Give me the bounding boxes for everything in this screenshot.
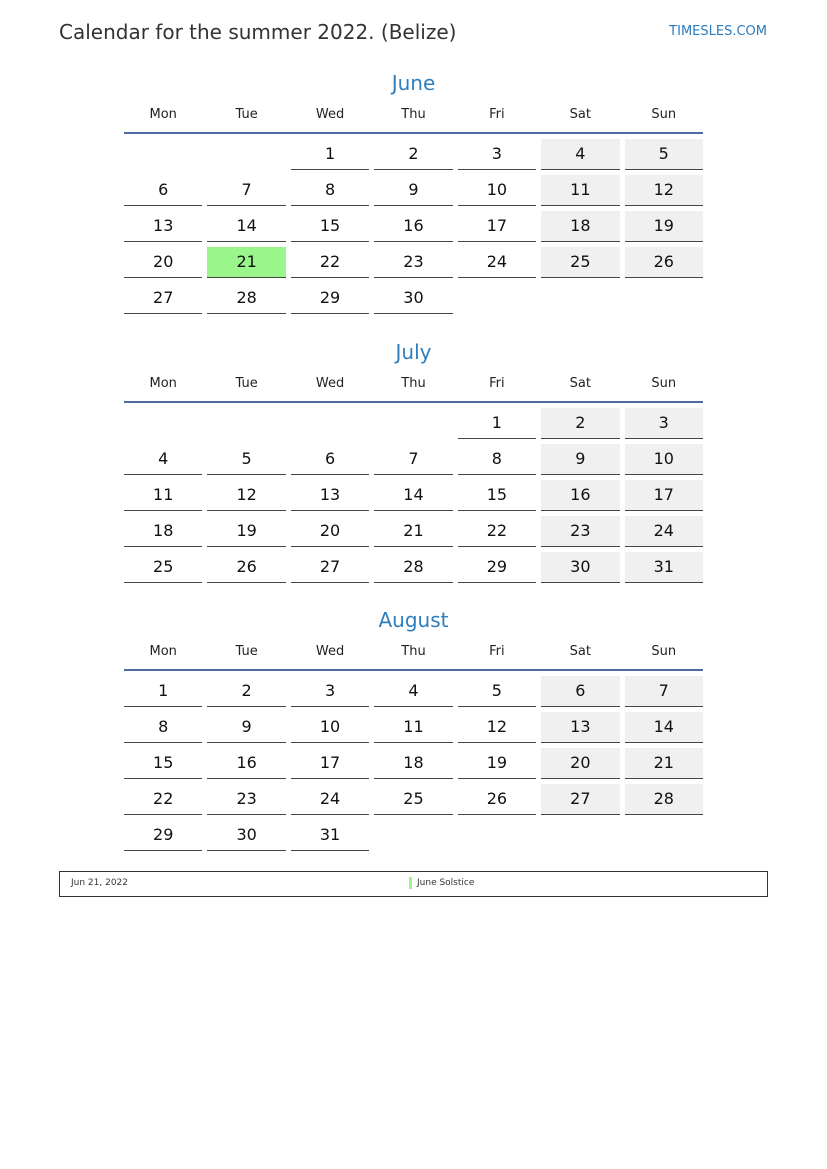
day-cell[interactable]: 16 [207,748,285,779]
day-cell[interactable]: 23 [541,516,619,547]
holiday-legend [59,871,768,897]
day-cell[interactable]: 9 [374,175,452,206]
day-cell[interactable]: 1 [291,139,369,170]
weekday-header-row [124,369,703,398]
day-cell[interactable]: 12 [625,175,703,206]
day-cell[interactable]: 9 [541,444,619,475]
day-cell[interactable]: 10 [291,712,369,743]
day-cell[interactable]: 25 [541,247,619,278]
day-cell[interactable]: 8 [458,444,536,475]
empty-day-cell [124,139,202,170]
day-cell[interactable]: 5 [207,444,285,475]
week-row [124,175,703,211]
page-title: Calendar for the summer 2022. (Belize) [59,20,457,44]
day-cell[interactable]: 14 [625,712,703,743]
day-cell[interactable]: 27 [291,552,369,583]
day-cell[interactable]: 9 [207,712,285,743]
day-cell[interactable]: 20 [541,748,619,779]
day-cell[interactable]: 27 [124,283,202,314]
day-cell[interactable]: 11 [541,175,619,206]
week-row [124,676,703,712]
month-july [124,337,703,588]
weekday-label: Tue [235,376,258,391]
month-title: June [391,71,436,95]
week-row [124,748,703,784]
weeks-grid [124,139,703,319]
day-cell[interactable]: 21 [625,748,703,779]
day-cell[interactable]: 14 [207,211,285,242]
day-cell[interactable]: 11 [124,480,202,511]
month-title: August [378,608,449,632]
empty-day-cell [541,820,619,851]
day-cell[interactable]: 4 [541,139,619,170]
day-cell[interactable]: 12 [207,480,285,511]
empty-day-cell [207,139,285,170]
week-row [124,552,703,588]
day-cell[interactable]: 19 [625,211,703,242]
weekday-label: Tue [235,107,258,122]
month-august [124,605,703,856]
day-cell[interactable]: 31 [291,820,369,851]
day-cell[interactable]: 28 [374,552,452,583]
weeks-grid [124,676,703,856]
day-cell[interactable]: 4 [124,444,202,475]
day-cell[interactable]: 12 [458,712,536,743]
day-cell[interactable]: 22 [124,784,202,815]
weekday-label: Wed [315,107,345,122]
day-cell[interactable]: 17 [458,211,536,242]
day-cell[interactable]: 7 [625,676,703,707]
day-cell[interactable]: 15 [291,211,369,242]
empty-day-cell [625,820,703,851]
day-cell[interactable]: 16 [541,480,619,511]
day-cell[interactable]: 21 [374,516,452,547]
header-divider [124,401,703,403]
weekday-label: Sat [569,107,591,122]
empty-day-cell [207,408,285,439]
day-cell[interactable]: 14 [374,480,452,511]
site-link[interactable]: TIMESLES.COM [669,24,767,39]
weekday-label: Wed [315,644,345,659]
weekday-label: Wed [315,376,345,391]
week-row [124,516,703,552]
weekday-label: Fri [489,376,505,391]
holiday-day-cell[interactable]: 21 [207,247,285,278]
day-cell[interactable]: 7 [374,444,452,475]
day-cell[interactable]: 16 [374,211,452,242]
day-cell[interactable]: 24 [458,247,536,278]
weekday-label: Sat [569,376,591,391]
week-row [124,712,703,748]
weekday-header-row [124,100,703,129]
week-row [124,444,703,480]
week-row [124,211,703,247]
day-cell[interactable]: 19 [207,516,285,547]
day-cell[interactable]: 24 [291,784,369,815]
day-cell[interactable]: 30 [207,820,285,851]
day-cell[interactable]: 15 [458,480,536,511]
day-cell[interactable]: 18 [374,748,452,779]
weekday-label: Mon [149,376,177,391]
day-cell[interactable]: 10 [625,444,703,475]
day-cell[interactable]: 3 [458,139,536,170]
day-cell[interactable]: 3 [291,676,369,707]
day-cell[interactable]: 29 [458,552,536,583]
weekday-label: Thu [401,376,426,391]
month-june [124,68,703,319]
weekday-label: Sun [651,107,677,122]
day-cell[interactable]: 18 [541,211,619,242]
day-cell[interactable]: 23 [374,247,452,278]
weekday-label: Sat [569,644,591,659]
day-cell[interactable]: 19 [458,748,536,779]
header-divider [124,132,703,134]
day-cell[interactable]: 6 [291,444,369,475]
weekday-label: Mon [149,107,177,122]
empty-day-cell [458,283,536,314]
weekday-label: Sun [651,376,677,391]
day-cell[interactable]: 15 [124,748,202,779]
day-cell[interactable]: 20 [124,247,202,278]
day-cell[interactable]: 11 [374,712,452,743]
day-cell[interactable]: 2 [541,408,619,439]
week-row [124,283,703,319]
day-cell[interactable]: 25 [124,552,202,583]
day-cell[interactable]: 27 [541,784,619,815]
day-cell[interactable]: 1 [124,676,202,707]
day-cell[interactable]: 17 [625,480,703,511]
weeks-grid [124,408,703,588]
day-cell[interactable]: 22 [458,516,536,547]
day-cell[interactable]: 26 [458,784,536,815]
day-cell[interactable]: 6 [124,175,202,206]
weekday-label: Tue [235,644,258,659]
weekday-label: Thu [401,107,426,122]
day-cell[interactable]: 23 [207,784,285,815]
day-cell[interactable]: 31 [625,552,703,583]
day-cell[interactable]: 1 [458,408,536,439]
day-cell[interactable]: 24 [625,516,703,547]
day-cell[interactable]: 5 [458,676,536,707]
week-row [124,820,703,856]
day-cell[interactable]: 3 [625,408,703,439]
week-row [124,784,703,820]
holiday-color-marker [409,877,412,889]
week-row [124,247,703,283]
day-cell[interactable]: 4 [374,676,452,707]
empty-day-cell [374,820,452,851]
empty-day-cell [374,408,452,439]
day-cell[interactable]: 8 [124,712,202,743]
day-cell[interactable]: 28 [625,784,703,815]
day-cell[interactable]: 2 [207,676,285,707]
day-cell[interactable]: 26 [207,552,285,583]
day-cell[interactable]: 2 [374,139,452,170]
week-row [124,480,703,516]
week-row [124,139,703,175]
legend-holiday-name: June Solstice [417,878,475,888]
day-cell[interactable]: 26 [625,247,703,278]
day-cell[interactable]: 13 [541,712,619,743]
empty-day-cell [291,408,369,439]
day-cell[interactable]: 29 [291,283,369,314]
weekday-label: Thu [401,644,426,659]
day-cell[interactable]: 13 [291,480,369,511]
day-cell[interactable]: 29 [124,820,202,851]
empty-day-cell [458,820,536,851]
header-divider [124,669,703,671]
day-cell[interactable]: 20 [291,516,369,547]
weekday-label: Sun [651,644,677,659]
weekday-header-row [124,637,703,666]
weekday-label: Mon [149,644,177,659]
day-cell[interactable]: 17 [291,748,369,779]
day-cell[interactable]: 30 [541,552,619,583]
day-cell[interactable]: 25 [374,784,452,815]
day-cell[interactable]: 5 [625,139,703,170]
day-cell[interactable]: 18 [124,516,202,547]
empty-day-cell [541,283,619,314]
day-cell[interactable]: 28 [207,283,285,314]
day-cell[interactable]: 22 [291,247,369,278]
day-cell[interactable]: 6 [541,676,619,707]
empty-day-cell [625,283,703,314]
month-title: July [395,340,432,364]
day-cell[interactable]: 13 [124,211,202,242]
day-cell[interactable]: 10 [458,175,536,206]
weekday-label: Fri [489,107,505,122]
day-cell[interactable]: 30 [374,283,452,314]
empty-day-cell [124,408,202,439]
week-row [124,408,703,444]
day-cell[interactable]: 7 [207,175,285,206]
weekday-label: Fri [489,644,505,659]
day-cell[interactable]: 8 [291,175,369,206]
legend-date: Jun 21, 2022 [71,878,129,888]
